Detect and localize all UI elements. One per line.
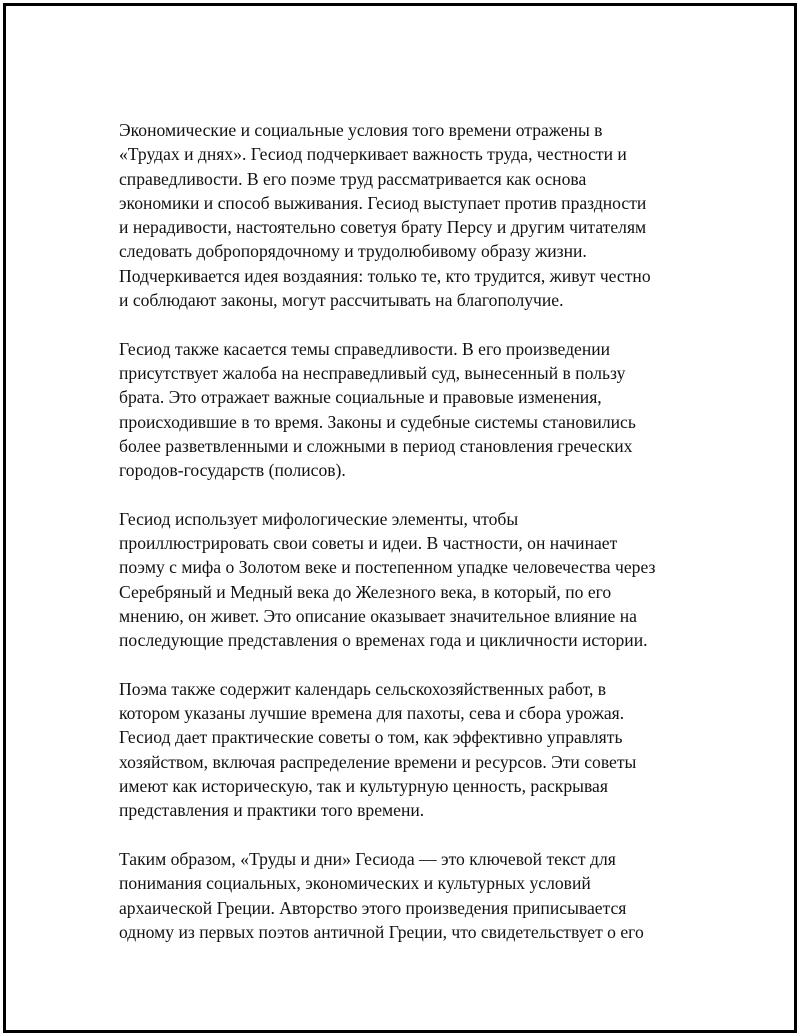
paragraph-calendar: Поэма также содержит календарь сельскохозяйственных работ, в котором указаны лучшие времена для пахоты, сева и сбора урожая. Гесиод дает практические советы о том, как эффективно управлять хозяйством, включая распределение времени и ресурсов. Эти советы имеют как историческую, так и культурную ценность, раскрывая представления и практики того времени. <box>119 678 637 821</box>
paragraph-justice: Гесиод также касается темы справедливости. В его произведении присутствует жалоба на несправедливый суд, вынесенный в пользу брата. Это отражает важные социальные и правовые изменения, происходившие в то время. Законы и судебные системы становились более разветвленными и сложными в период становления греческих городов-государств (полисов). <box>119 338 636 481</box>
document-body <box>119 118 689 968</box>
paragraph-economic-conditions: Экономические и социальные условия того времени отражены в «Трудах и днях». Гесиод подчеркивает важность труда, честности и справедливости. В его поэме труд рассматривается как основа экономики и способ выживания. Гесиод выступает против праздности и нерадивости, настоятельно советуя брату Персу и другим читателям следовать добропорядочному и трудолюбивому образу жизни. Подчеркивается идея воздаяния: только те, кто трудится, живут честно и соблюдают законы, могут рассчитывать на благополучие. <box>119 120 651 311</box>
paragraph-conclusion: Таким образом, «Труды и дни» Гесиода — это ключевой текст для понимания социальных, экономических и культурных условий архаической Греции. Авторство этого произведения приписывается одному из первых поэтов античной Греции, что свидетельствует о его <box>119 848 644 942</box>
paragraph-mythology: Гесиод использует мифологические элементы, чтобы проиллюстрировать свои советы и идеи. В частности, он начинает поэму с мифа о Золотом веке и постепенном упадке человечества через Серебряный и Медный века до Железного века, в который, по его мнению, он живет. Это описание оказывает значительное влияние на последующие представления о временах года и цикличности истории. <box>119 508 656 651</box>
